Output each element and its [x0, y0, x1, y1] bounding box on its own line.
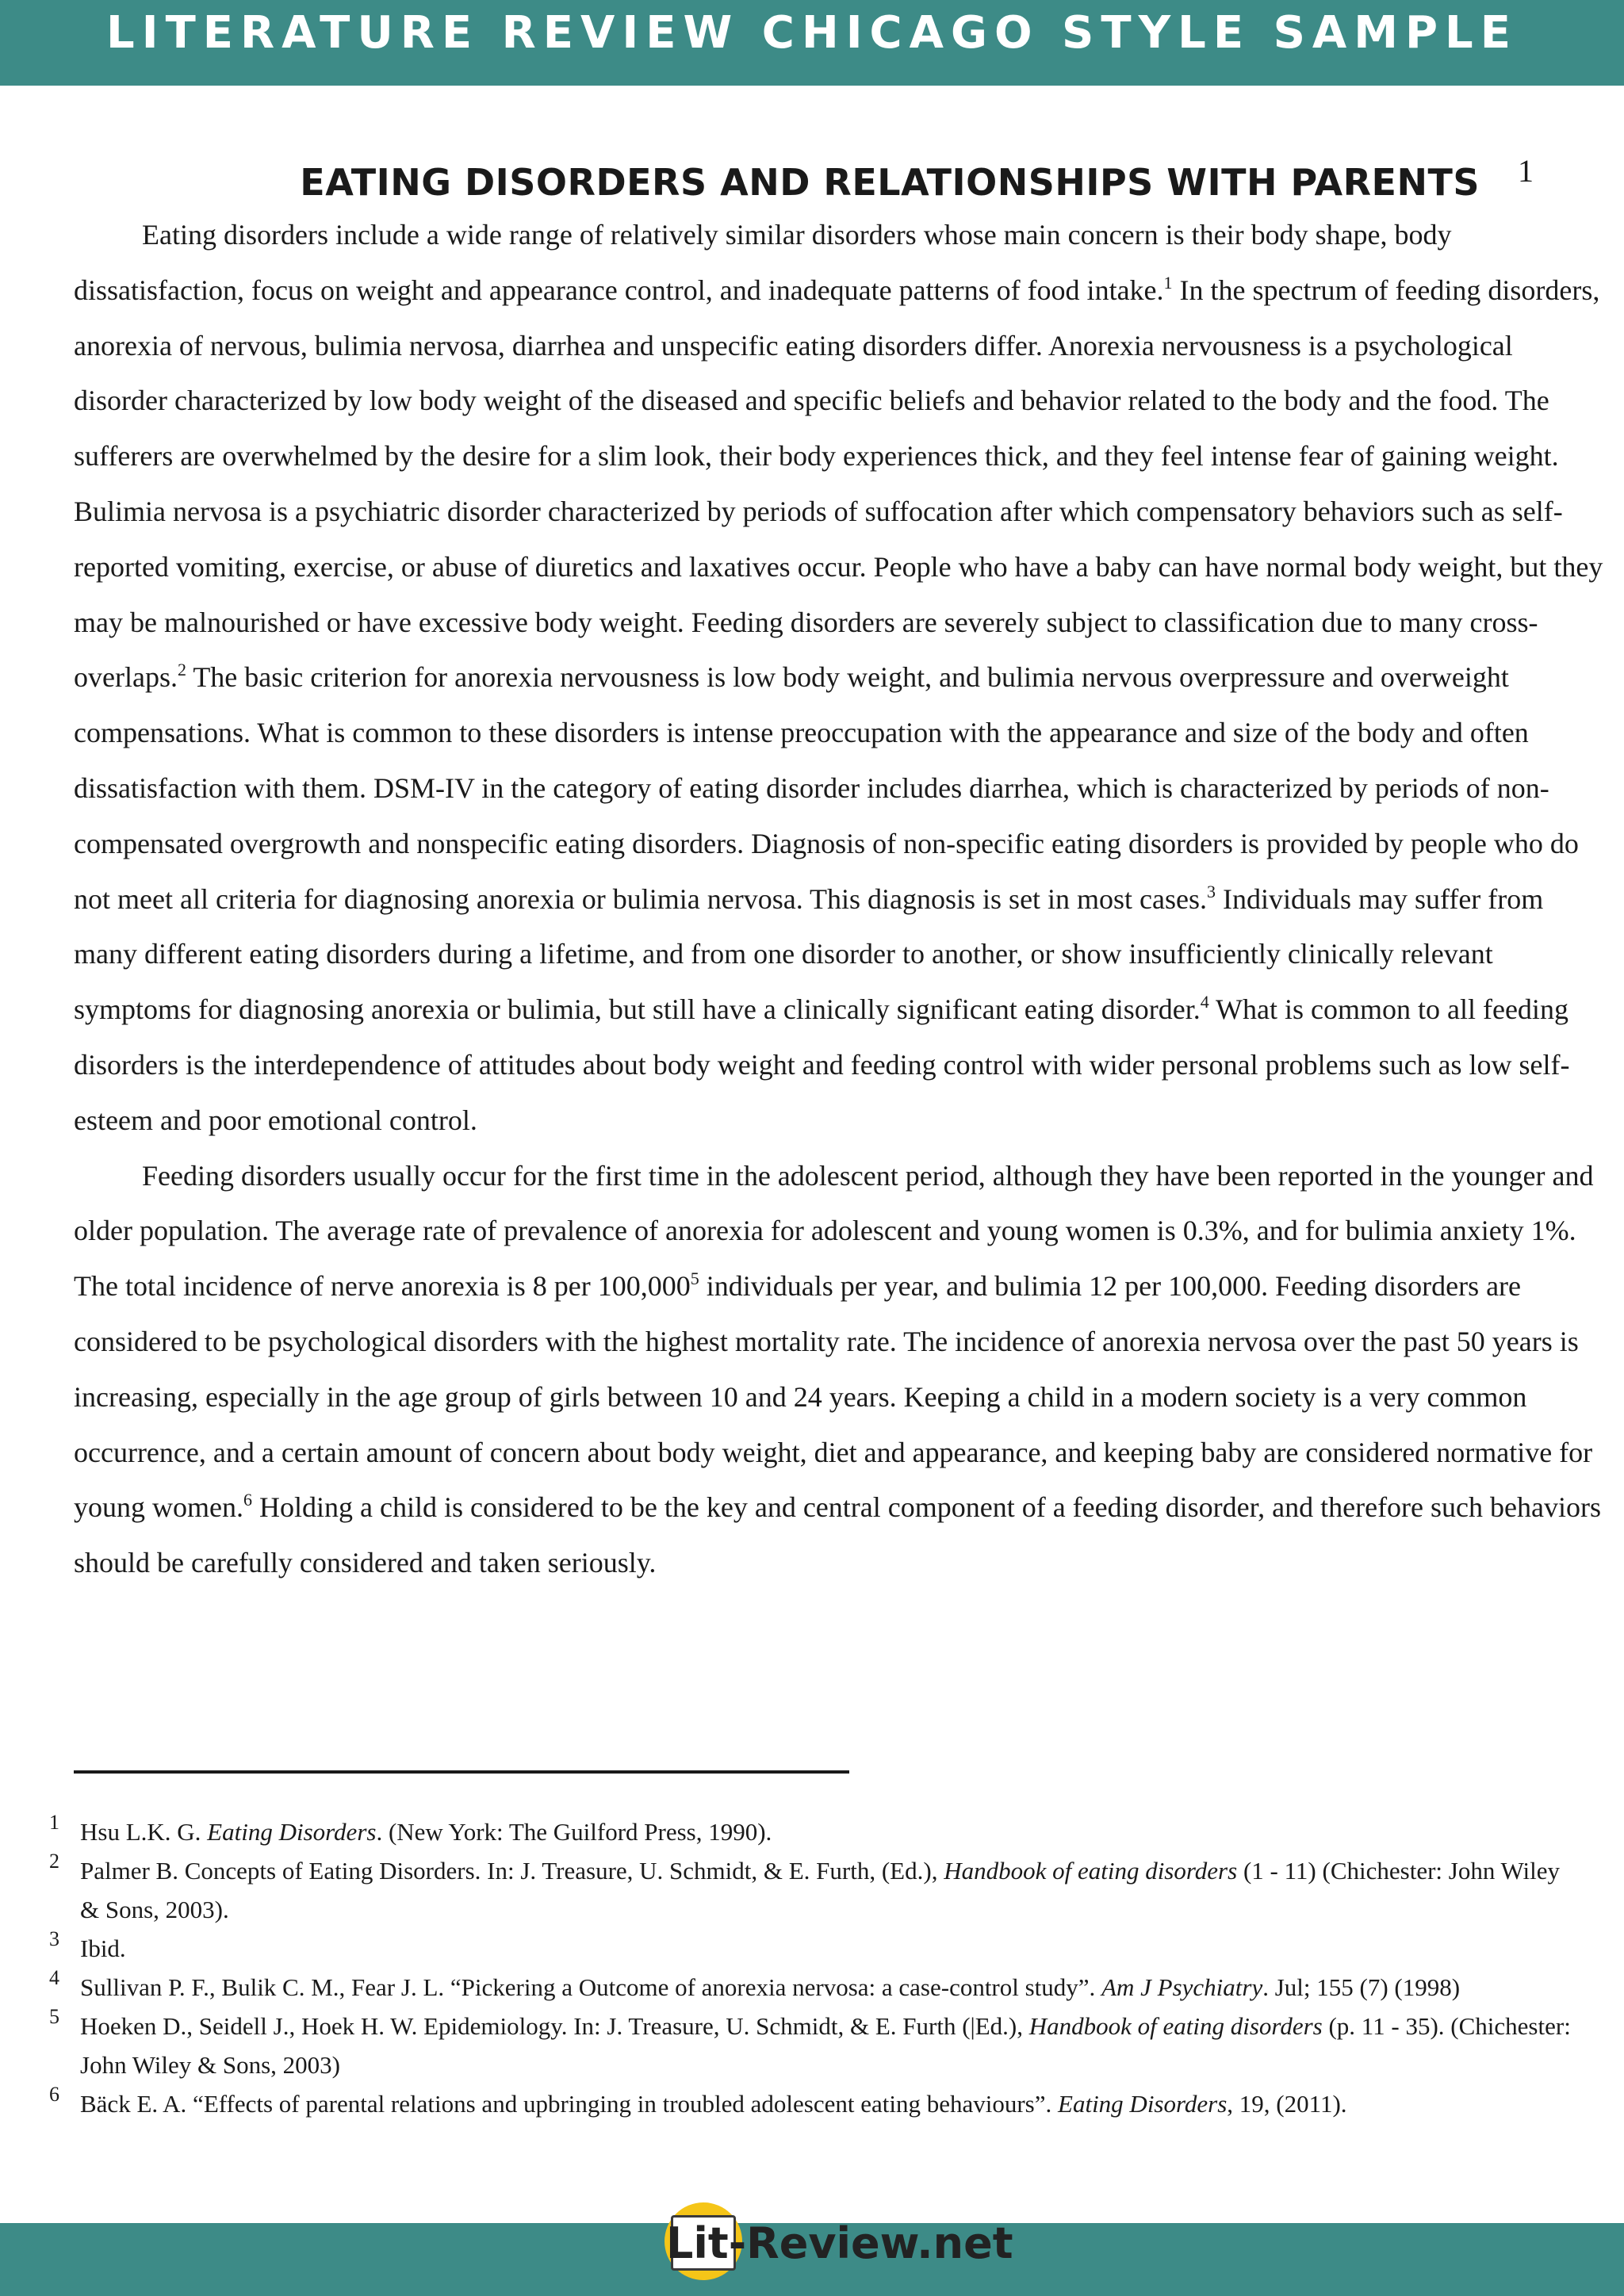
footnote-number: 5: [49, 2005, 59, 2028]
footnote-text: Hoeken D., Seidell J., Hoek H. W. Epidemiology. In: J. Treasure, U. Schmidt, & E. Furth (|Ed.),: [80, 2012, 1029, 2040]
page-title: EATING DISORDERS AND RELATIONSHIPS WITH PARENTS: [300, 160, 1480, 204]
top-banner: [0, 0, 1624, 86]
footnote-marker[interactable]: 5: [690, 1269, 699, 1289]
footnote-text: , 19, (2011).: [1227, 2090, 1347, 2118]
text-segment: Holding a child is considered to be the key and central component of a feeding disorder, and therefore such behaviors should be carefully considered and taken seriously.: [74, 1491, 1601, 1579]
footnote-text: Ibid.: [80, 1934, 126, 1962]
footnote-title: Eating Disorders: [207, 1818, 377, 1846]
footnote-title: Handbook of eating disorders: [1028, 2012, 1323, 2040]
logo-text: Lit-Review.net: [666, 2218, 1013, 2268]
page-number: 1: [1518, 153, 1534, 189]
footnote-item: [49, 1968, 1580, 2007]
footnote-marker[interactable]: 4: [1200, 992, 1209, 1012]
text-segment: Feeding disorders usually occur for the first time in the adolescent period, although they have been reported in the younger and older population. The average rate of prevalence of anorexia for adolescent and young women is 0.3%, and for bulimia anxiety 1%. The total incidence of nerve anorexia is 8 per 100,000: [74, 1159, 1594, 1303]
text-segment: What is common to all feeding disorders is the interdependence of attitudes about body weight and feeding control with wider personal problems such as low self-esteem and poor emotional control.: [74, 993, 1570, 1136]
paragraph-2: [74, 1149, 1604, 1591]
footnote-marker[interactable]: 3: [1207, 881, 1216, 901]
footnote-number: 1: [49, 1811, 59, 1834]
footnote-number: 6: [49, 2083, 59, 2106]
footnote-marker[interactable]: 1: [1163, 272, 1173, 293]
footnote-text: . (New York: The Guilford Press, 1990).: [376, 1818, 772, 1846]
footnote-marker[interactable]: 6: [243, 1490, 252, 1510]
banner-title: LITERATURE REVIEW CHICAGO STYLE SAMPLE: [106, 6, 1518, 59]
footnote-text: (1 - 11) (Chichester: John Wiley & Sons, 2003).: [80, 1857, 1561, 1923]
text-segment: Eating disorders include a wide range of relatively similar disorders whose main concern is their body shape, body dissatisfaction, focus on weight and appearance control, and inadequate patterns of food intake.: [74, 219, 1452, 306]
text-segment: In the spectrum of feeding disorders, anorexia of nervous, bulimia nervosa, diarrhea and unspecific eating disorders differ. Anorexia nervousness is a psychological disorder characterized by low body weight of the diseased and specific beliefs and behavior related to the body and the food. The sufferers are overwhelmed by the desire for a slim look, their body experiences thick, and they feel intense fear of gaining weight. Bulimia nervosa is a psychiatric disorder characterized by periods of suffocation after which compensatory behaviors such as self-reported vomiting, exercise, or abuse of diuretics and laxatives occur. People who have a baby can have normal body weight, but they may be malnourished or have excessive body weight. Feeding disorders are severely subject to classification due to many cross-overlaps.: [74, 274, 1603, 694]
footnote-item: [49, 2084, 1580, 2123]
footnote-text: (p. 11 - 35). (Chichester: John Wiley & Sons, 2003): [80, 2012, 1571, 2079]
footnote-text: Palmer B. Concepts of Eating Disorders. In: J. Treasure, U. Schmidt, & E. Furth, (Ed.),: [80, 1857, 944, 1885]
footnote-number: 2: [49, 1850, 59, 1873]
body-text: [74, 208, 1604, 1591]
footnote-divider: [74, 1770, 849, 1774]
footnote-item: [49, 1851, 1580, 1929]
footnote-marker[interactable]: 2: [177, 660, 186, 680]
footnote-text: . Jul; 155 (7) (1998): [1262, 1973, 1461, 2001]
footnote-text: Hsu L.K. G.: [80, 1818, 208, 1846]
paragraph-1: [74, 208, 1604, 1149]
site-logo[interactable]: [665, 2202, 1013, 2291]
text-segment: individuals per year, and bulimia 12 per 100,000. Feeding disorders are considered to be psychological disorders with the highest mortality rate. The incidence of anorexia nervosa over the past 50 years is increasing, especially in the age group of girls between 10 and 24 years. Keeping a child in a modern society is a very common occurrence, and a certain amount of concern about body weight, diet and appearance, and keeping baby are considered normative for young women.: [74, 1270, 1593, 1524]
footnote-title: Eating Disorders: [1058, 2090, 1228, 2118]
footnote-item: [49, 2007, 1580, 2084]
footnote-number: 3: [49, 1927, 59, 1950]
footnote-title: Am J Psychiatry: [1101, 1973, 1263, 2001]
footnote-item: [49, 1812, 1580, 1851]
footnote-text: Bäck E. A. “Effects of parental relations and upbringing in troubled adolescent eating behaviours”.: [80, 2090, 1059, 2118]
footnotes: [49, 1812, 1580, 2123]
footnote-text: Sullivan P. F., Bulik C. M., Fear J. L. “Pickering a Outcome of anorexia nervosa: a case-control study”.: [80, 1973, 1102, 2001]
text-segment: Individuals may suffer from many different eating disorders during a lifetime, and from one disorder to another, or show insufficiently clinically relevant symptoms for diagnosing anorexia or bulimia, but still have a clinically significant eating disorder.: [74, 882, 1544, 1026]
footnote-number: 4: [49, 1966, 59, 1989]
text-segment: The basic criterion for anorexia nervousness is low body weight, and bulimia nervous overpressure and overweight compensations. What is common to these disorders is intense preoccupation with the appearance and size of the body and often dissatisfaction with them. DSM-IV in the category of eating disorder includes diarrhea, which is characterized by periods of non-compensated overgrowth and nonspecific eating disorders. Diagnosis of non-specific eating disorders is provided by people who do not meet all criteria for diagnosing anorexia or bulimia nervosa. This diagnosis is set in most cases.: [74, 661, 1579, 915]
footnote-title: Handbook of eating disorders: [944, 1857, 1238, 1885]
footnote-item: [49, 1929, 1580, 1968]
